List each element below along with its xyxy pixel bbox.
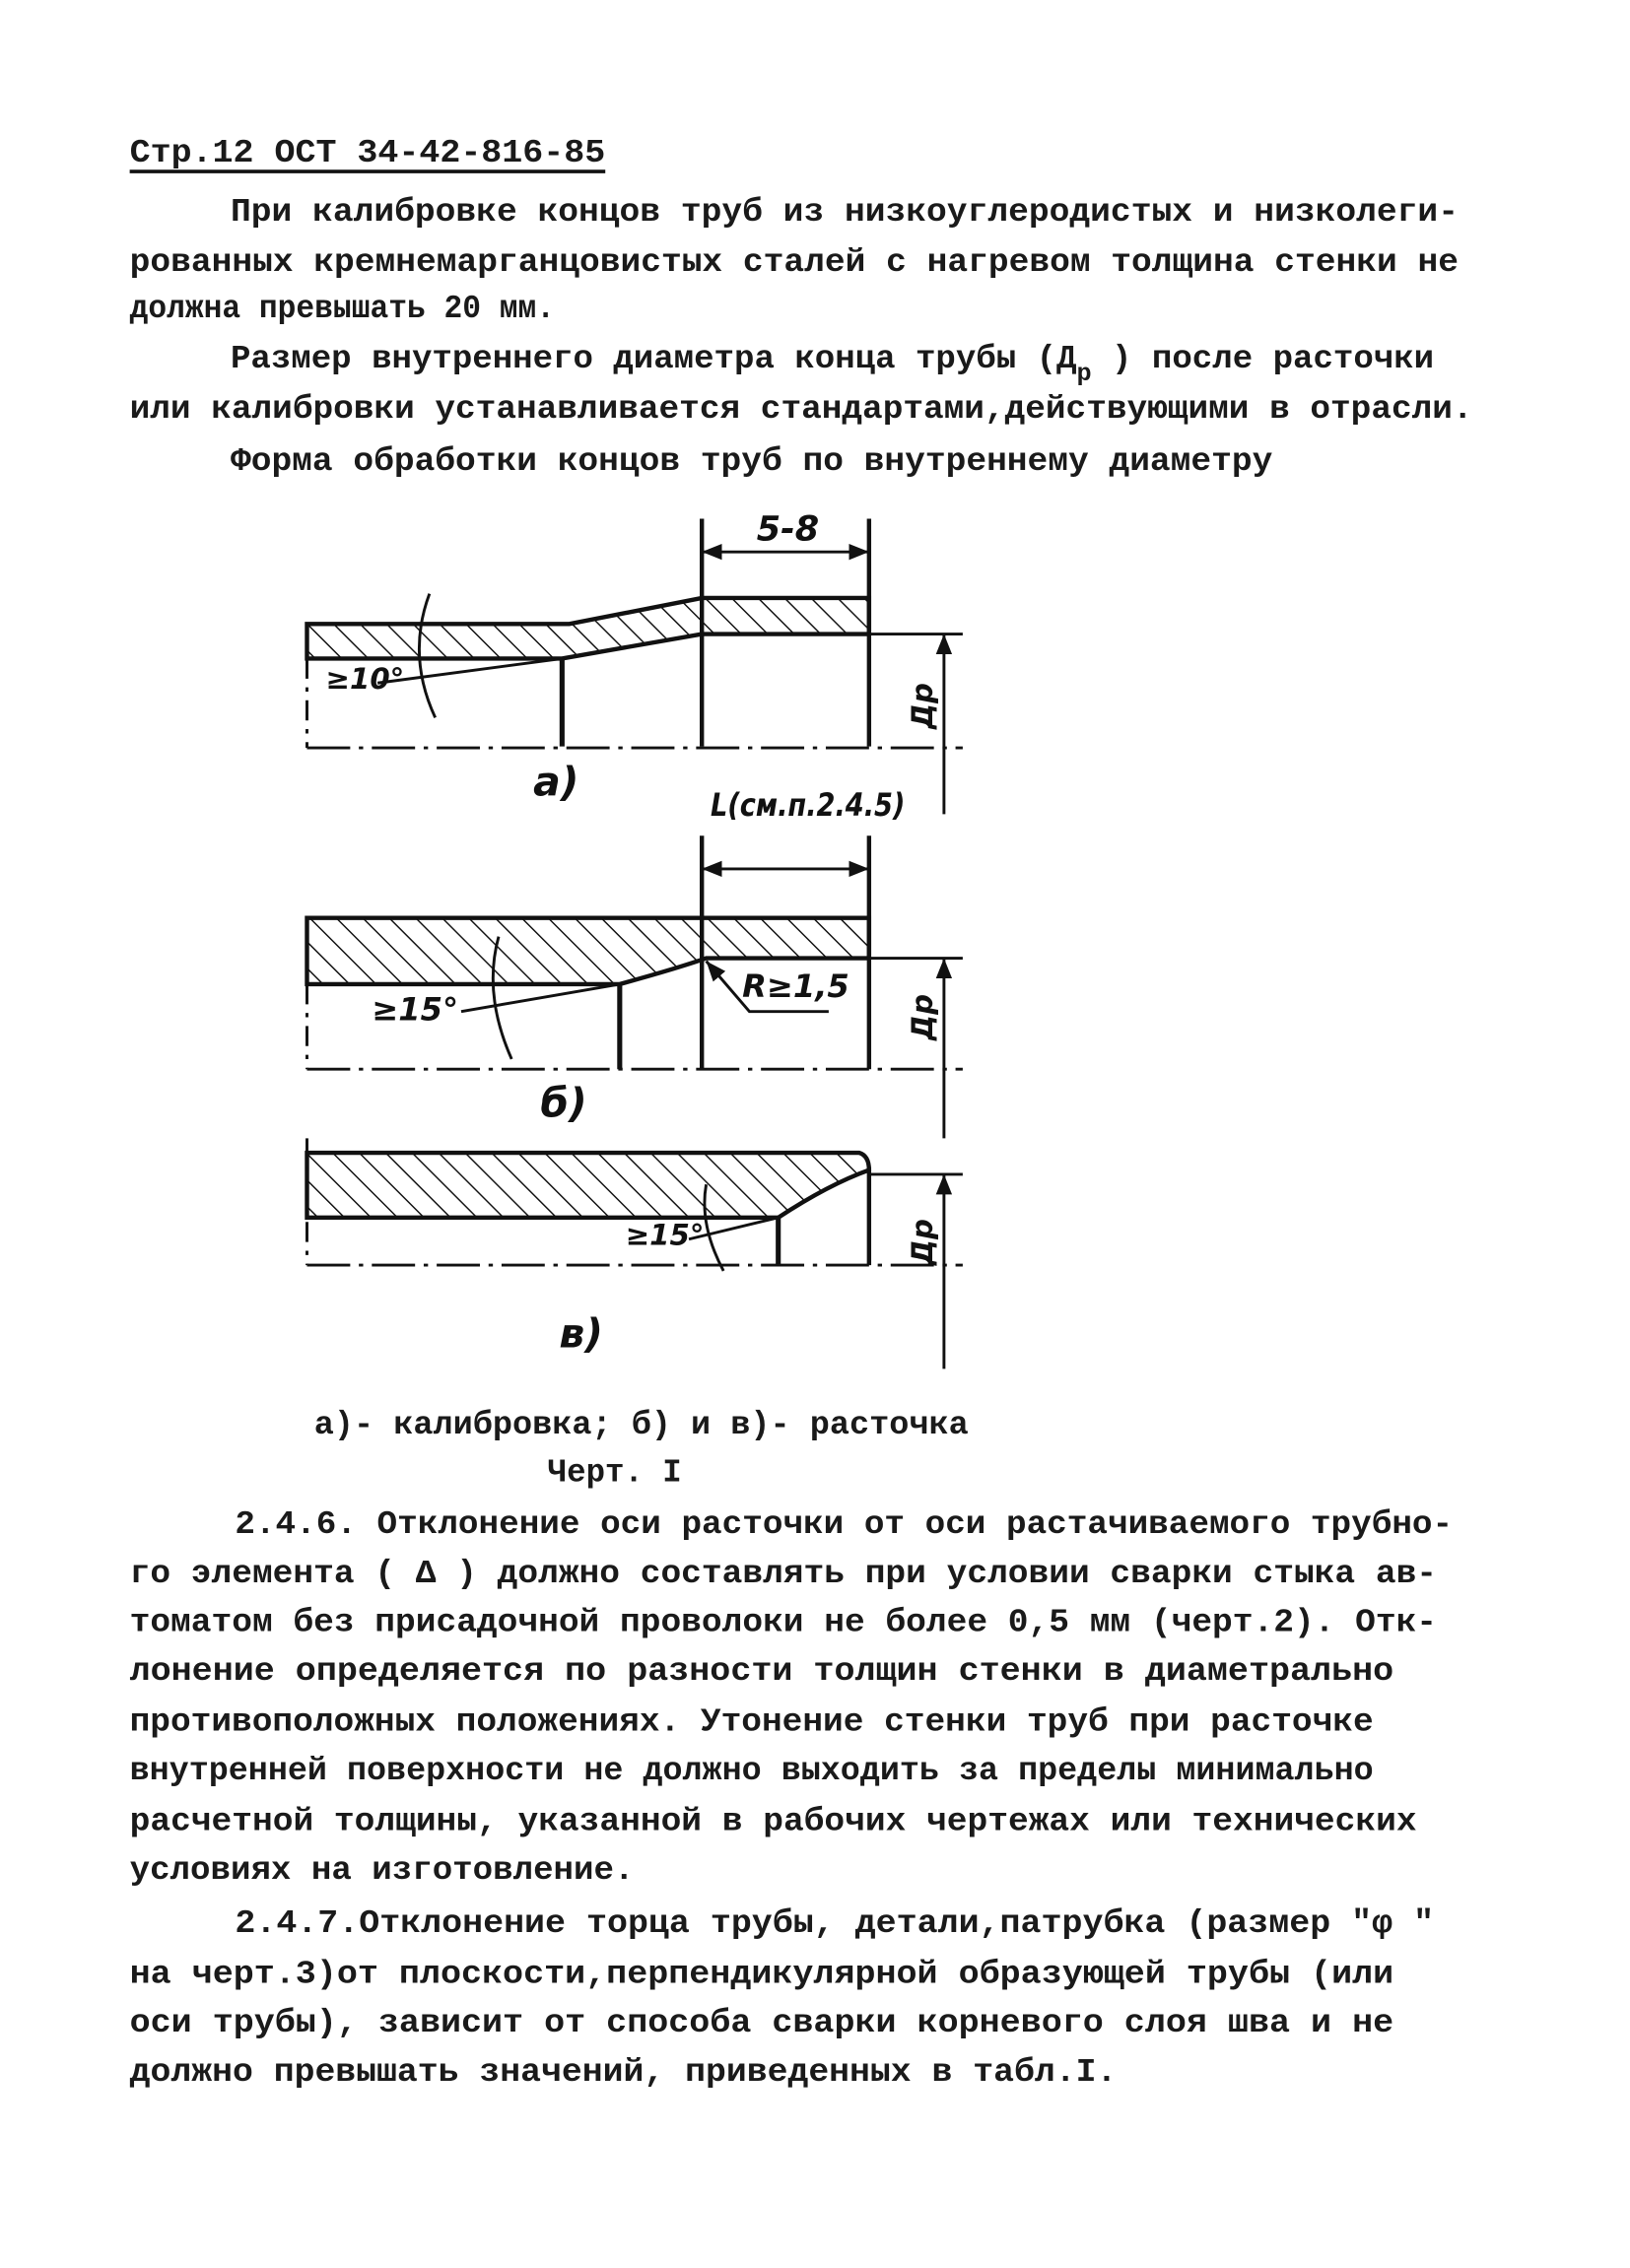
angle-label: ≥15° [625,1218,705,1252]
paragraph-246-line: расчетной толщины, указанной в рабочих чертежах или технических [129,1803,1417,1841]
angle-leader [461,984,620,1012]
pipe-wall-hatched [306,598,868,658]
angle-label: ≥15° [372,990,459,1029]
figure-title: Черт. I [547,1454,682,1493]
figure-label: в) [559,1309,604,1358]
pipe-wall-hatched [306,1153,868,1218]
paragraph-246-line: противоположных положениях. Утонение стенки труб при расточке [129,1703,1374,1742]
figure-caption: а)- калибровка; б) и в)- расточка [313,1407,969,1445]
angle-label: ≥10° [325,662,405,697]
paragraph-246-line: томатом без присадочной проволоки не более 0,5 мм (черт.2). Отк- [129,1604,1438,1642]
intro-line: Форма обработки концов труб по внутреннему диаметру [230,442,1273,481]
intro-line: рованных кремнемарганцовистых сталей с нагревом толщина стенки не [129,244,1459,283]
figure-b [306,786,962,1139]
diameter-label: Др [906,993,940,1040]
radius-label: R≥1,5 [742,967,849,1006]
angle-leader [377,658,562,683]
paragraph-246-line: лонение определяется по разности толщин стенки в диаметрально [129,1653,1394,1692]
paragraph-247-line: 2.4.7.Отклонение торца трубы, детали,патрубка (размер "φ " [235,1905,1435,1944]
intro-line: или калибровки устанавливается стандартами,действующими в отрасли. [129,391,1473,430]
intro-line-part: ) после расточки [1091,340,1430,378]
figure-c [306,1138,962,1368]
diameter-label: Др [906,683,940,730]
dimension-label: 5-8 [756,508,820,550]
figure-a [306,508,962,814]
intro-line: При калибровке концов труб из низкоуглеродистых и низколеги- [230,193,1459,232]
intro-line-part: Размер внутреннего диаметра конца трубы (Д [230,340,1066,378]
paragraph-247-line: должно превышать значений, приведенных в табл.I. [129,2053,1118,2092]
figure-label: б) [540,1079,587,1127]
diameter-label: Др [906,1219,940,1266]
paragraph-247-line: на черт.3)от плоскости,перпендикулярной образующей трубы (или [129,1956,1394,1994]
dimension-label: L(см.п.2.4.5) [710,785,906,824]
page-header: Стр.12 ОСТ 34-42-816-85 [129,134,606,172]
paragraph-246-line: го элемента ( Δ ) должно составлять при условии сварки стыка ав- [129,1555,1438,1593]
paragraph-246-line: 2.4.6. Отклонение оси расточки от оси растачиваемого трубно- [235,1506,1454,1545]
paragraph-246-line: внутренней поверхности не должно выходить за пределы минимально [129,1753,1374,1791]
figure-label: а) [533,758,579,806]
intro-line: должна превышать 20 мм. [129,290,556,328]
paragraph-246-line: условиях на изготовление. [129,1852,635,1891]
paragraph-247-line: оси трубы), зависит от способа сварки корневого слоя шва и не [129,2005,1394,2043]
intro-line [231,341,1434,388]
intro-subscript: р [1076,361,1092,389]
